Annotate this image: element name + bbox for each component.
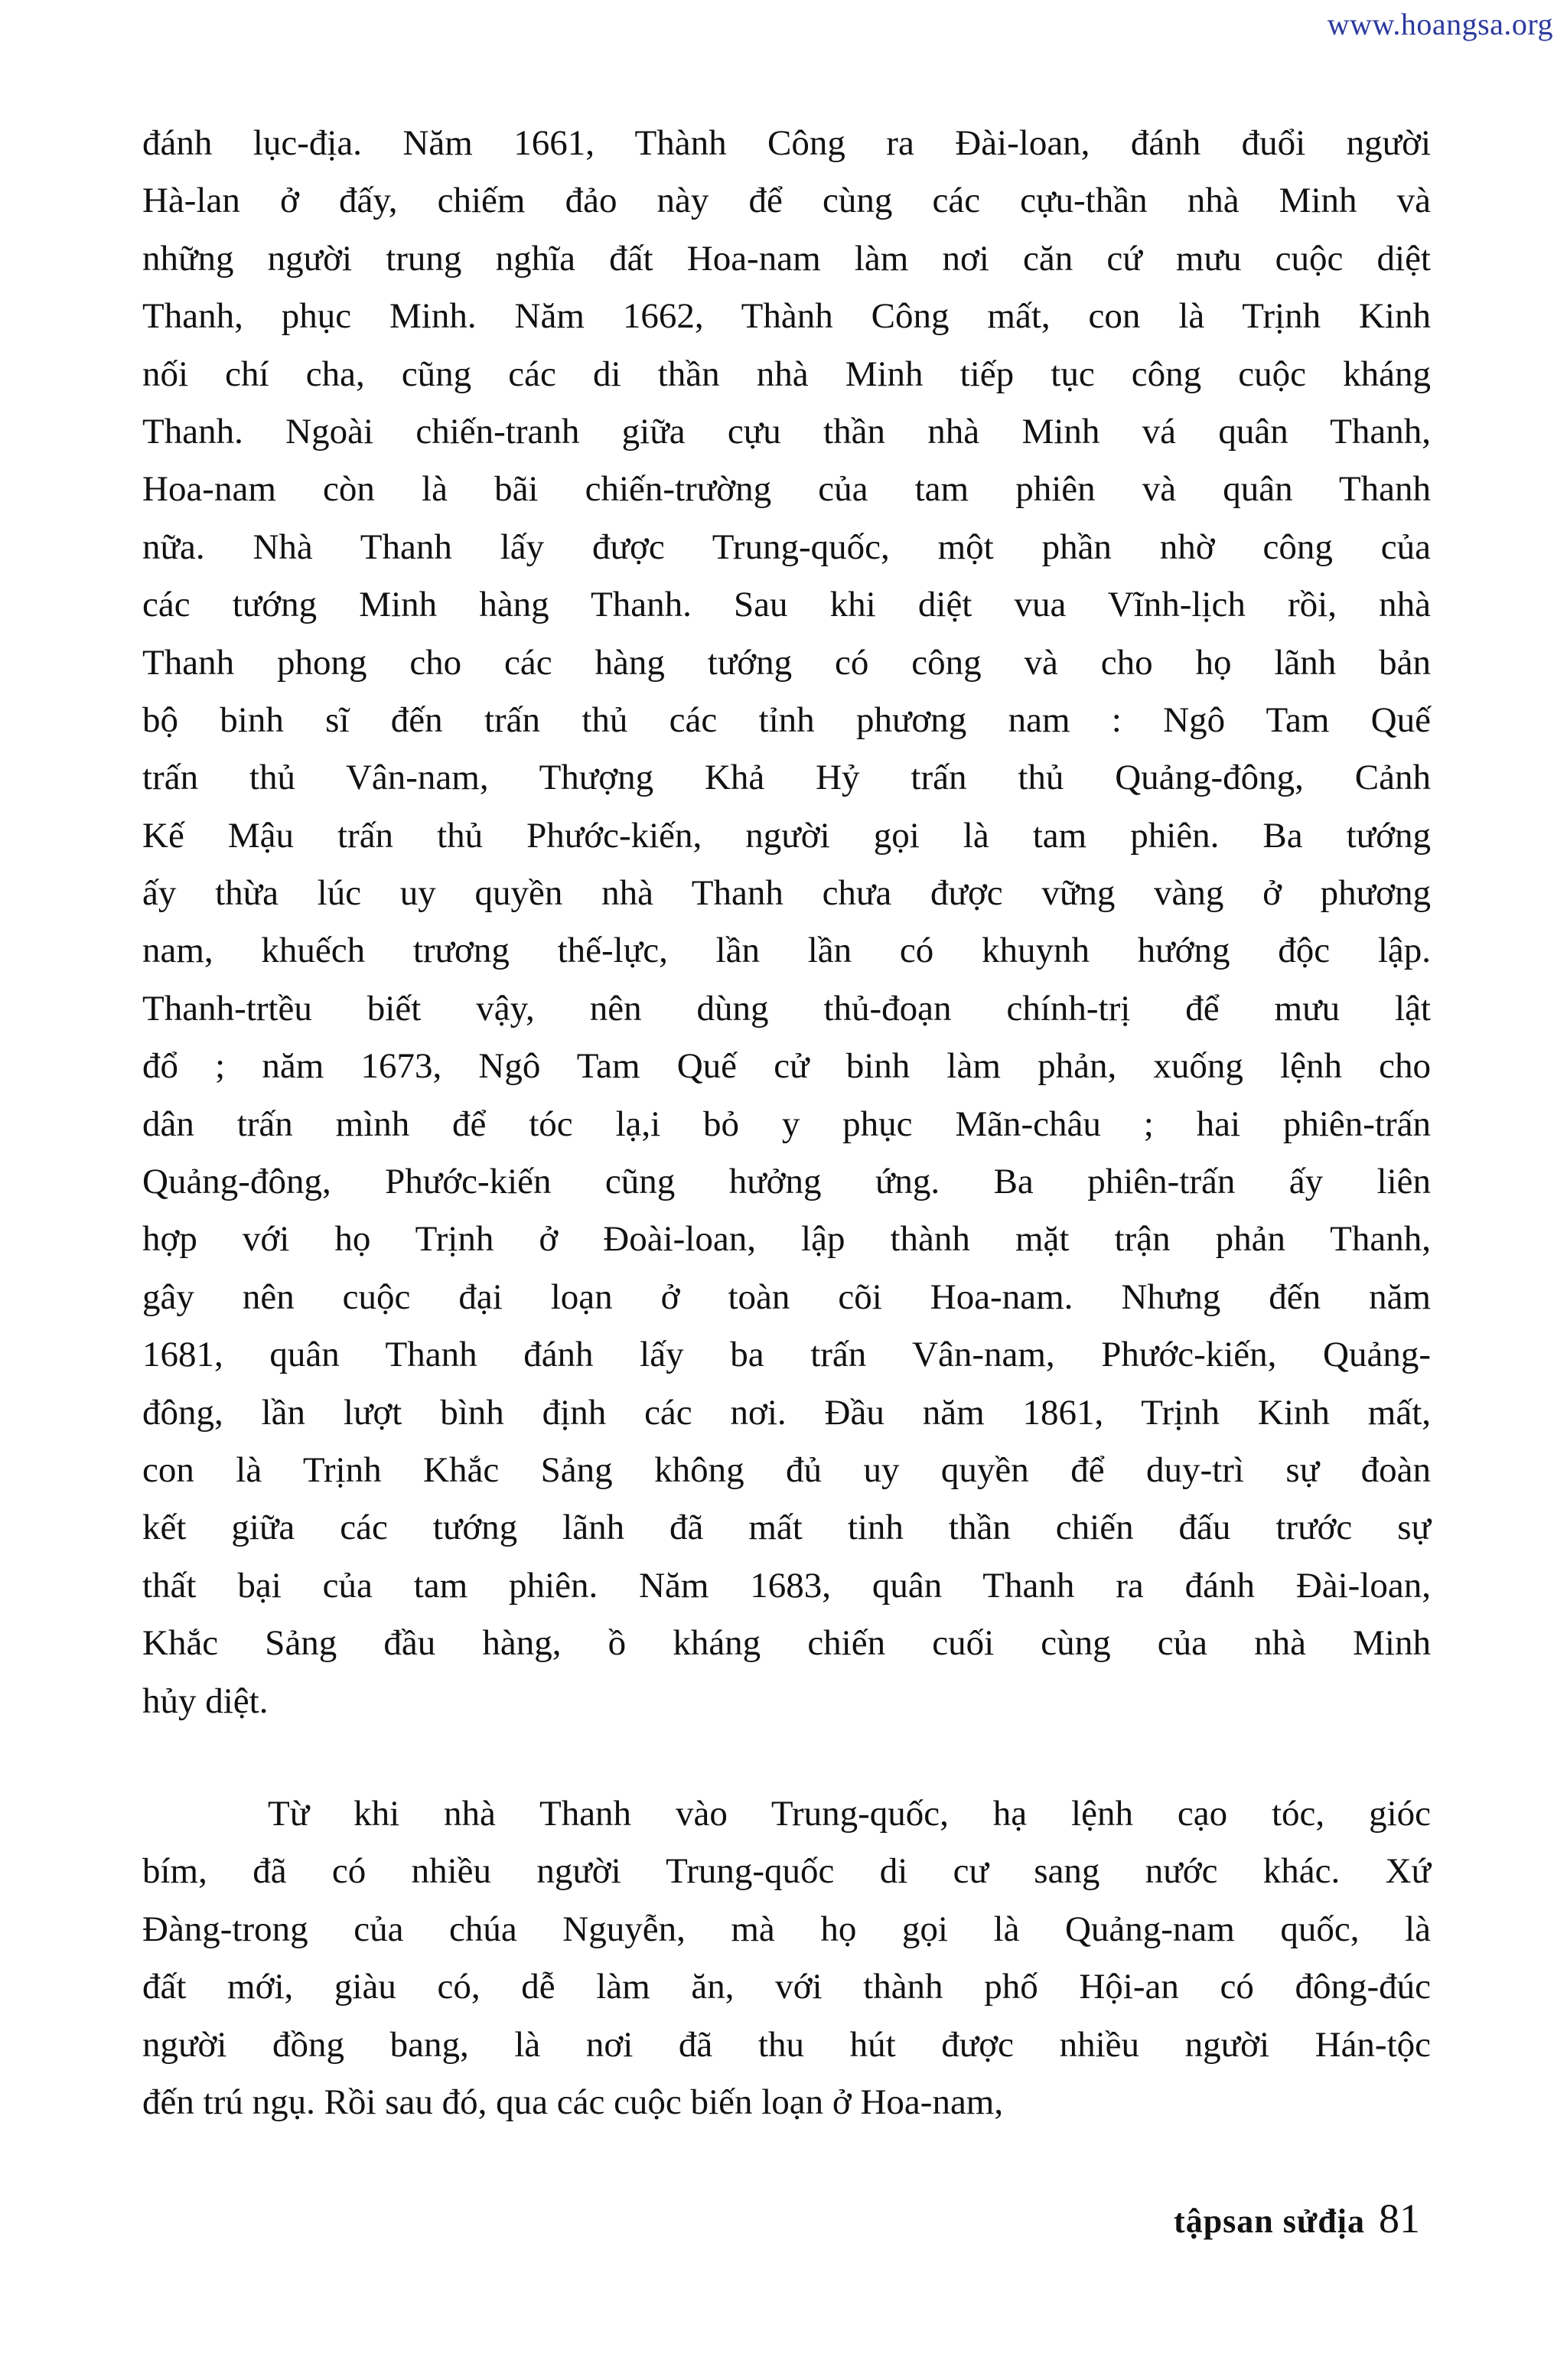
paragraph-2 — [142, 1785, 1431, 2131]
text-line: hủy diệt. — [142, 1681, 269, 1721]
text-line: Thanh, phục Minh. Năm 1662, Thành Công mất, con là Trịnh Kinh — [142, 296, 1431, 337]
publication-title: tậpsan sửđịa — [1174, 2202, 1365, 2240]
text-line: nối chí cha, cũng các di thần nhà Minh tiếp tục công cuộc kháng — [142, 354, 1431, 394]
text-line: thất bại của tam phiên. Năm 1683, quân Thanh ra đánh Đài-loan, — [142, 1565, 1431, 1606]
page-number: 81 — [1379, 2196, 1420, 2241]
text-line: Quảng-đông, Phước-kiến cũng hưởng ứng. Ba phiên-trấn ấy liên — [142, 1162, 1431, 1202]
text-line: kết giữa các tướng lãnh đã mất tinh thần chiến đấu trước sự — [142, 1508, 1431, 1548]
text-line: Thanh phong cho các hàng tướng có công và cho họ lãnh bản — [142, 642, 1431, 683]
text-line: đánh lục-địa. Năm 1661, Thành Công ra Đài-loan, đánh đuổi người — [142, 123, 1431, 163]
text-line: gây nên cuộc đại loạn ở toàn cõi Hoa-nam. Nhưng đến năm — [142, 1276, 1431, 1317]
page-footer — [1174, 2195, 1420, 2242]
text-line: đổ ; năm 1673, Ngô Tam Quế cử binh làm phản, xuống lệnh cho — [142, 1046, 1431, 1087]
text-line: Thanh-trtều biết vậy, nên dùng thủ-đoạn chính-trị để mưu lật — [142, 988, 1431, 1029]
text-line: ấy thừa lúc uy quyền nhà Thanh chưa được vững vàng ở phương — [142, 873, 1431, 914]
text-line: 1681, quân Thanh đánh lấy ba trấn Vân-nam, Phước-kiến, Quảng- — [142, 1335, 1431, 1375]
page-body — [142, 115, 1431, 2131]
text-line: nữa. Nhà Thanh lấy được Trung-quốc, một phần nhờ công của — [142, 527, 1431, 567]
text-line: Đàng-trong của chúa Nguyễn, mà họ gọi là Quảng-nam quốc, là — [142, 1909, 1431, 1949]
text-line: nam, khuếch trương thế-lực, lần lần có khuynh hướng độc lập. — [142, 931, 1431, 971]
text-line: Hà-lan ở đấy, chiếm đảo này để cùng các cựu-thần nhà Minh và — [142, 181, 1431, 221]
text-line: các tướng Minh hàng Thanh. Sau khi diệt vua Vĩnh-lịch rồi, nhà — [142, 585, 1431, 625]
text-line: dân trấn mình để tóc lạ,i bỏ y phục Mãn-châu ; hai phiên-trấn — [142, 1104, 1431, 1144]
text-line: Từ khi nhà Thanh vào Trung-quốc, hạ lệnh cạo tóc, gióc — [268, 1793, 1431, 1834]
text-line: hợp với họ Trịnh ở Đoài-loan, lập thành mặt trận phản Thanh, — [142, 1219, 1431, 1260]
text-line: bím, đã có nhiều người Trung-quốc di cư sang nước khác. Xứ — [142, 1851, 1431, 1892]
text-line: Kế Mậu trấn thủ Phước-kiến, người gọi là tam phiên. Ba tướng — [142, 815, 1431, 856]
text-line: đông, lần lượt bình định các nơi. Đầu năm 1861, Trịnh Kinh mất, — [142, 1392, 1431, 1433]
text-line: Hoa-nam còn là bãi chiến-trường của tam phiên và quân Thanh — [142, 469, 1431, 510]
text-line: đến trú ngụ. Rồi sau đó, qua các cuộc biến loạn ở Hoa-nam, — [142, 2082, 1004, 2122]
text-line: người đồng bang, là nơi đã thu hút được nhiều người Hán-tộc — [142, 2024, 1431, 2065]
text-line: những người trung nghĩa đất Hoa-nam làm nơi căn cứ mưu cuộc diệt — [142, 238, 1431, 279]
text-line: đất mới, giàu có, dễ làm ăn, với thành phố Hội-an có đông-đúc — [142, 1967, 1431, 2007]
text-line: Khắc Sảng đầu hàng, ồ kháng chiến cuối cùng của nhà Minh — [142, 1623, 1431, 1664]
text-line: trấn thủ Vân-nam, Thượng Khả Hỷ trấn thủ Quảng-đông, Cảnh — [142, 758, 1431, 798]
text-line: Thanh. Ngoài chiến-tranh giữa cựu thần nhà Minh vá quân Thanh, — [142, 411, 1431, 452]
text-line: bộ binh sĩ đến trấn thủ các tỉnh phương nam : Ngô Tam Quế — [142, 699, 1431, 740]
text-line: con là Trịnh Khắc Sảng không đủ uy quyền để duy-trì sự đoàn — [142, 1449, 1431, 1490]
paragraph-1 — [142, 115, 1431, 1730]
watermark: www.hoangsa.org — [1327, 7, 1553, 41]
